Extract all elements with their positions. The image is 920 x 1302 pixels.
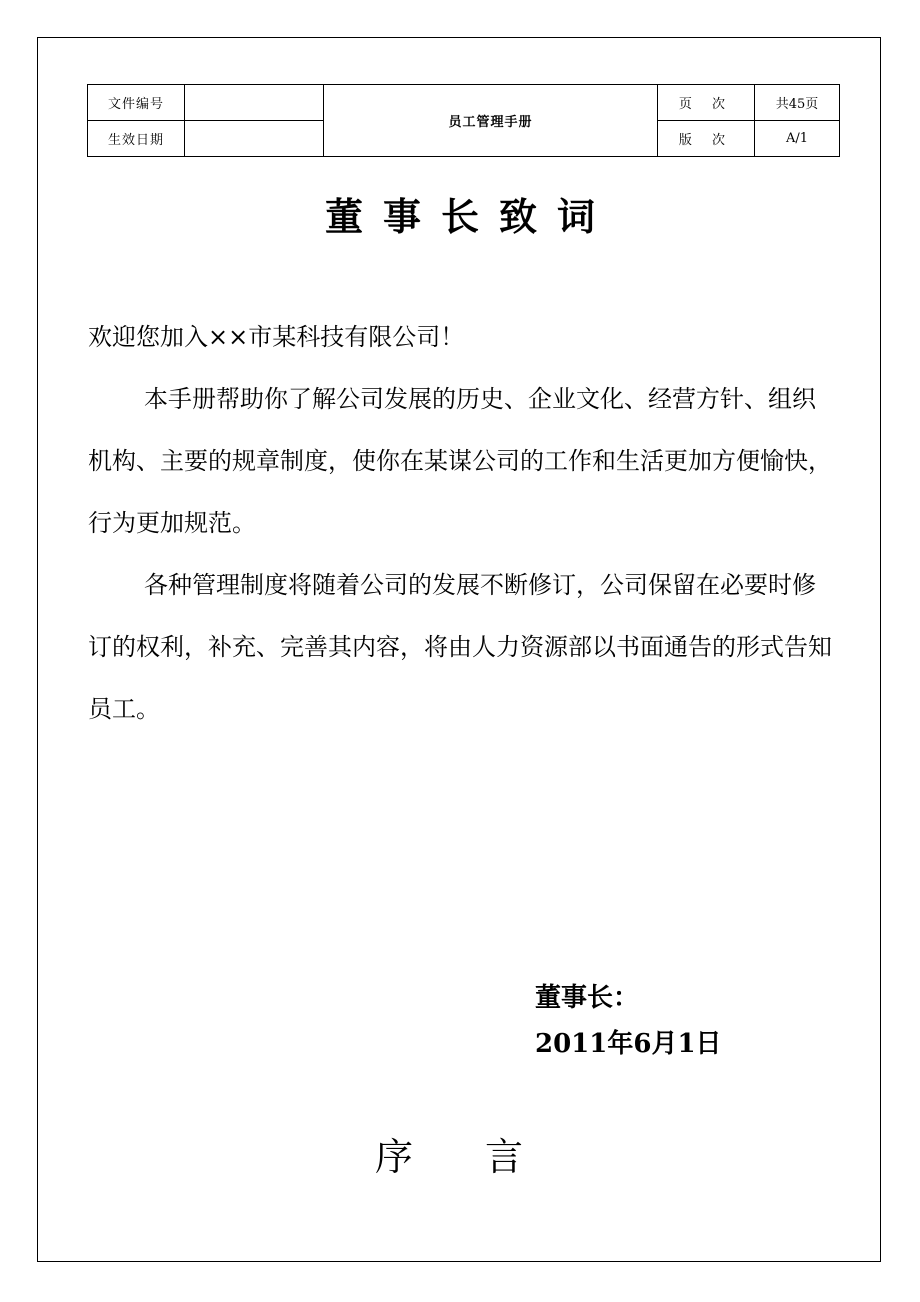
greeting-line: 欢迎您加入××市某科技有限公司！ xyxy=(88,323,465,351)
effective-date-label: 生效日期 xyxy=(88,121,185,157)
paragraph-policy-revision: 各种管理制度将随着公司的发展不断修订，公司保留在必要时修订的权利，补充、完善其内容，将由人力资源部以书面通告的形式告知员工。 xyxy=(88,571,832,723)
chairman-speech-heading: 董事长致词 xyxy=(324,195,615,239)
doc-number-value xyxy=(185,85,324,121)
preface-char-2: 言 xyxy=(485,1135,524,1179)
doc-number-label: 文件编号 xyxy=(88,85,185,121)
signature-title: 董事长： xyxy=(535,983,640,1013)
signature-block xyxy=(535,975,722,1067)
page-label: 页 次 xyxy=(658,85,755,121)
document-header-table xyxy=(87,84,840,157)
effective-date-value xyxy=(185,121,324,157)
preface-char-1: 序 xyxy=(375,1135,414,1179)
page-count-value: 共45页 xyxy=(755,85,840,121)
preface-heading xyxy=(375,1126,523,1181)
paragraph-handbook-purpose: 本手册帮助你了解公司发展的历史、企业文化、经营方针、组织机构、主要的规章制度，使你在某谋公司的工作和生活更加方便愉快，行为更加规范。 xyxy=(88,385,832,537)
version-label: 版 次 xyxy=(658,121,755,157)
signature-date: 2011年6月1日 xyxy=(535,1029,722,1059)
version-value: A/1 xyxy=(755,121,840,157)
manual-title: 员工管理手册 xyxy=(324,85,658,157)
